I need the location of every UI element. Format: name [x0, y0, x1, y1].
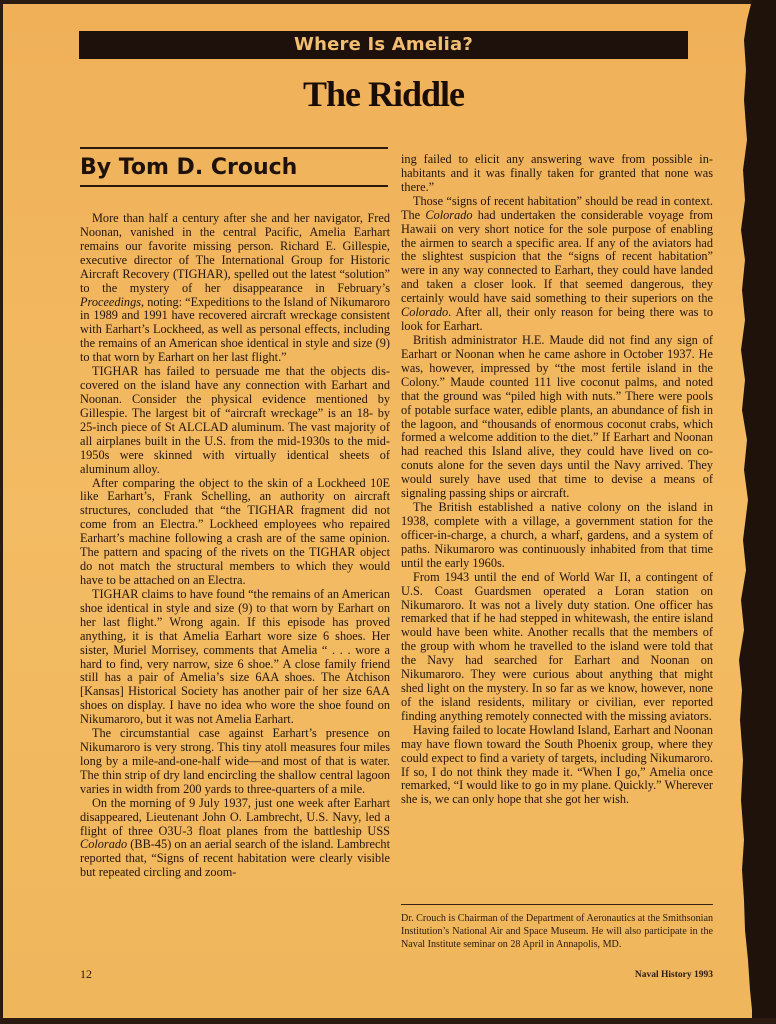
byline-rule-top	[80, 147, 388, 149]
article-paragraph: British administrator H.E. Maude did not find any sign of Earhart or Noonan when he came ashore in October 1937. He was, however, impressed by “the most fertile island in the Colony.” Maude counted 111 live coconut palms, and noted that the ground was “piled high with nuts.” There were pools of potable surface water, edible plants, an abundance of fish in the lagoon, and “thousands of enormous coconut crabs, which formed a welcome addition to the diet.” If Earhart and Noonan had reached this Island alive, they could have lived on coconuts alone for the seven days until the Navy arrived. They would surely have used that time to devise a means of signaling passing ships or aircraft.	[401, 332, 713, 501]
publication-footer: Naval History 1993	[634, 970, 713, 980]
article-paragraph: More than half a century after she and her navigator, Fred Noonan, vanished in the central Pacific, Amelia Earhart remains our favorite missing person. Richard E. Gillespie, executive director of The International Group for Historic Aircraft Recovery (TIGHAR), spelled out the latest “solution” to the mystery of her disappearance in February’s Proceedings, noting: “Expeditions to the Island of Nikumaroro in 1989 and 1991 have recovered aircraft wreckage consistent with Earhart’s Lockheed, as well as personal effects, including the remains of an American shoe identical in style and size (9) to that worn by Earhart on her last flight.”	[80, 211, 390, 365]
bottom-edge	[0, 1018, 776, 1024]
article-paragraph: The circumstantial case against Earhart’s presence on Nikumaroro is very strong. This tiny atoll measures four miles long by a mile-and-one-half wide—and most of that is water. The thin strip of dry land encircling the shallow central lagoon varies in width from 200 yards to three-quarters of a mile.	[80, 726, 390, 796]
article-paragraph: After comparing the object to the skin of a Lockheed 10E like Earhart’s, Frank Schelling, an authority on aircraft structures, concluded that “the TIGHAR fragment did not come from an Electra.” Lockheed employees who repaired Earhart’s machine following a crash are of the same opinion. The pattern and spacing of the rivets on the TIGHAR object do not match the structural members to which they would have to be attached on an Electra.	[80, 475, 390, 587]
article-paragraph: Having failed to locate Howland Island, Earhart and Noonan may have flown toward the South Phoenix group, where they could expect to find a variety of targets, including Nikumaroro. If so, I do not think they made it. “When I go,” Amelia once remarked, “I would like to go in my plane. Quickly.” Wherever she is, we can only hope that she got her wish.	[401, 722, 713, 807]
article-paragraph: From 1943 until the end of World War II, a contingent of U.S. Coast Guardsmen operated a Loran station on Nikumaroro. It was not a lively duty station. One officer has remarked that if he had stepped in whitewash, the entire island would have been white. Another recalls that the members of the group with whom he travelled to the island were told that the Navy had searched for Earhart and Noonan on Nikumaroro. They were curious about anything that might shed light on the mystery. In so far as we know, however, none of the island residents, military or civilian, ever reported finding anything remotely connected with the missing aviators.	[401, 569, 713, 723]
article-paragraph: On the morning of 9 July 1937, just one week after Earhart disappeared, Lieutenant John O. Lambrecht, U.S. Navy, led a flight of three O3U-3 float planes from the battleship USS Colorado (BB-45) on an aerial search of the island. Lambrecht reported that, “Signs of recent habitation were clearly visible but repeated circling and zoom-	[80, 795, 390, 880]
article-paragraph: TIGHAR claims to have found “the remains of an American shoe identical in style and size (9) to that worn by Earhart on her last flight.” Wrong again. If this episode has proved anything, it is that Amelia Earhart wore size 6 shoes. Her sister, Muriel Morrisey, comments that Amelia “ . . . wore a hard to find, very narrow, size 6 shoe.” A close family friend still has a pair of Amelia’s size 6AA shoes. The Atchison [Kansas] Historical Society has another pair of her size 6AA shoes on display. I have no idea who wore the shoe found on Nikumaroro, but it was not Amelia Earhart.	[80, 586, 390, 727]
article-paragraph: Those “signs of recent habitation” should be read in context. The Colorado had undertaken the considerable voyage from Hawaii on very short notice for the sole purpose of enabling the airmen to search a specific area. If any of the aviators had the slightest suspicion that the “signs of recent habitation” were in any way connected to Earhart, they could have landed and taken a closer look. If that seemed dangerous, they certainly would have said something to their superiors on the Colorado. After all, their only reason for being there was to look for Earhart.	[401, 193, 713, 334]
page-number: 12	[80, 967, 92, 981]
article-paragraph: The British established a native colony on the island in 1938, complete with a village, a government station for the officer-in-charge, a church, a wharf, gardens, and a system of paths. Nikumaroro was continuously inhabited from that time until the early 1960s.	[401, 500, 713, 570]
author-byline: By Tom D. Crouch	[80, 155, 298, 180]
article-paragraph-continued: ing failed to elicit any answering wave from possible inhabitants and it was finally taken for granted that none was there.”	[401, 152, 713, 194]
article-title: The Riddle	[302, 74, 465, 114]
bio-divider	[401, 904, 713, 905]
section-kicker-banner: Where Is Amelia?	[79, 31, 688, 59]
article-column-left	[80, 212, 390, 880]
byline-rule-bottom	[80, 185, 388, 187]
article-paragraph: TIGHAR has failed to persuade me that the objects discovered on the island have any connection with Earhart and Noonan. Consider the physical evidence mentioned by Gillespie. The largest bit of “aircraft wreckage” is an 18- by 25-inch piece of St ALCLAD aluminum. The vast majority of all airplanes built in the U.S. from the mid-1930s to the mid-1950s were skinned with virtually identical sheets of aluminum alloy.	[80, 364, 390, 476]
author-bio: Dr. Crouch is Chairman of the Department of Aeronautics at the Smithsonian Institution’s National Air and Space Museum. He will also participate in the Naval Institute seminar on 28 April in Annapolis, MD.	[401, 913, 713, 951]
article-column-right	[401, 153, 713, 807]
magazine-page	[3, 4, 753, 1018]
